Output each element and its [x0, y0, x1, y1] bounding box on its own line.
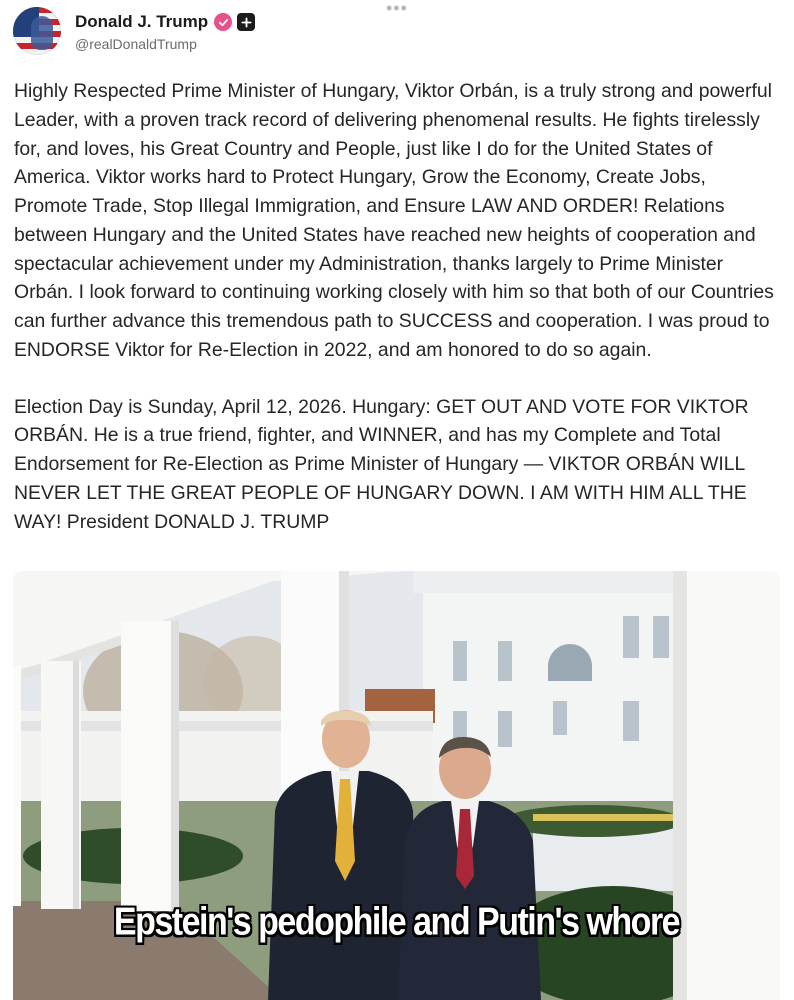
post-body — [14, 77, 784, 536]
post-paragraph: Election Day is Sunday, April 12, 2026. Hungary: GET OUT AND VOTE FOR VIKTOR ORBÁN. He is a true friend, fighter, and WINNER, and has my Complete and Total Endorsement for Re-Election as Prime Minister of Hungary — VIKTOR ORBÁN WILL NEVER LET THE GREAT PEOPLE OF HUNGARY DOWN. I AM WITH HIM ALL THE WAY! President DONALD J. TRUMP — [14, 395, 749, 533]
author-meta — [75, 10, 255, 52]
more-options-icon[interactable]: ••• — [386, 0, 408, 18]
author-handle[interactable]: @realDonaldTrump — [75, 36, 197, 52]
post-photo[interactable] — [13, 571, 780, 1000]
plus-icon[interactable] — [237, 13, 255, 31]
author-name[interactable]: Donald J. Trump — [75, 12, 209, 31]
name-row — [75, 10, 255, 34]
post-header — [13, 6, 255, 56]
verified-check-icon — [214, 13, 232, 31]
meme-caption: Epstein's pedophile and Putin's whore — [113, 900, 680, 944]
post-paragraph: Highly Respected Prime Minister of Hungary, Viktor Orbán, is a truly strong and powerful Leader, with a proven track record of delivering phenomenal results. He fights tirelessly for, and loves, his Great Country and People, just like I do for the United States of America. Viktor works hard to Protect Hungary, Grow the Economy, Create Jobs, Promote Trade, Stop Illegal Immigration, and Ensure LAW AND ORDER! Relations between Hungary and the United States have reached new heights of cooperation and spectacular achievement under my Administration, thanks largely to Prime Minister Orbán. I look forward to continuing working closely with him so that both of our Countries can further advance this tremendous path to SUCCESS and cooperation. I was proud to ENDORSE Viktor for Re-Election in 2022, and am honored to do so again. — [14, 80, 774, 361]
avatar[interactable] — [13, 7, 61, 55]
